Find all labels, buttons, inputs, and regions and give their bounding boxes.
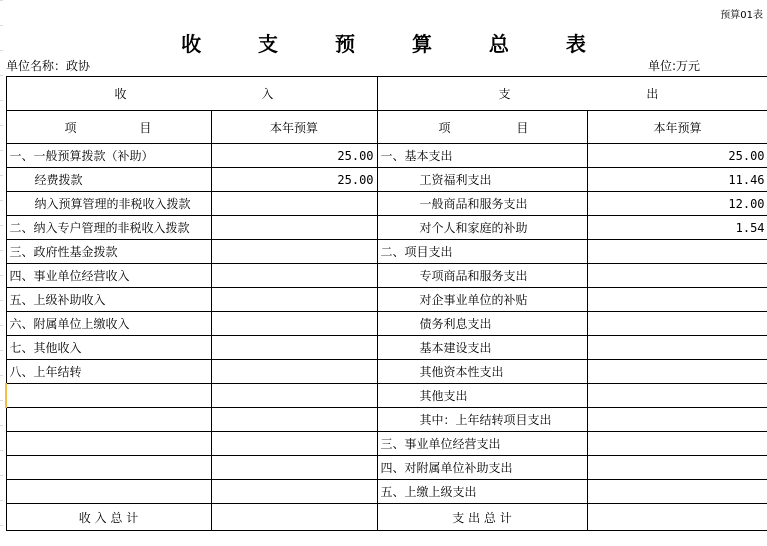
expense-item-cell[interactable]: 一般商品和服务支出 — [377, 192, 587, 216]
expense-value-cell[interactable]: 25.00 — [587, 144, 767, 168]
expense-item-cell[interactable]: 专项商品和服务支出 — [377, 264, 587, 288]
income-item-cell[interactable] — [6, 456, 211, 480]
income-group-left-char: 收 — [114, 87, 127, 101]
column-header-row — [6, 111, 767, 144]
expense-item-header[interactable] — [377, 111, 587, 144]
income-value-cell[interactable] — [211, 240, 377, 264]
income-item-cell[interactable]: 五、上级补助收入 — [6, 288, 211, 312]
income-value-cell[interactable] — [211, 480, 377, 504]
income-item-cell[interactable] — [6, 432, 211, 456]
table-row — [6, 144, 767, 168]
spreadsheet-gridline-edge — [0, 0, 3, 546]
expense-value-cell[interactable]: 1.54 — [587, 216, 767, 240]
income-item-cell[interactable] — [6, 384, 211, 408]
expense-value-cell[interactable] — [587, 384, 767, 408]
income-item-cell[interactable]: 经费拨款 — [6, 168, 211, 192]
income-value-cell[interactable] — [211, 336, 377, 360]
group-header-row — [6, 77, 767, 111]
expense-item-cell[interactable]: 四、对附属单位补助支出 — [377, 456, 587, 480]
expense-item-cell[interactable]: 其他支出 — [377, 384, 587, 408]
table-row — [6, 336, 767, 360]
expense-item-cell[interactable]: 一、基本支出 — [377, 144, 587, 168]
income-item-cell[interactable]: 七、其他收入 — [6, 336, 211, 360]
income-value-cell[interactable]: 25.00 — [211, 144, 377, 168]
income-value-cell[interactable] — [211, 456, 377, 480]
table-row — [6, 360, 767, 384]
income-group-right-char: 入 — [261, 87, 274, 101]
budget-summary-table — [5, 76, 767, 531]
income-value-cell[interactable] — [211, 288, 377, 312]
page-title: 收 支 预 算 总 表 — [181, 32, 611, 56]
table-row — [6, 240, 767, 264]
expense-value-cell[interactable] — [587, 288, 767, 312]
expense-item-cell[interactable]: 五、上缴上级支出 — [377, 480, 587, 504]
expense-item-cell[interactable]: 对企事业单位的补贴 — [377, 288, 587, 312]
expense-group-header[interactable] — [377, 77, 767, 111]
expense-value-cell[interactable] — [587, 312, 767, 336]
unit-name-label: 单位名称：政协 — [6, 59, 91, 73]
expense-item-cell[interactable]: 对个人和家庭的补助 — [377, 216, 587, 240]
table-row — [6, 456, 767, 480]
table-row — [6, 408, 767, 432]
income-value-cell[interactable] — [211, 360, 377, 384]
expense-value-cell[interactable] — [587, 432, 767, 456]
income-item-header[interactable] — [6, 111, 211, 144]
income-item-right-char: 目 — [139, 120, 152, 135]
income-total-value[interactable] — [211, 504, 377, 531]
expense-value-cell[interactable] — [587, 336, 767, 360]
expense-group-left-char: 支 — [498, 87, 511, 101]
expense-value-cell[interactable]: 11.46 — [587, 168, 767, 192]
income-item-cell[interactable] — [6, 408, 211, 432]
expense-group-right-char: 出 — [646, 87, 659, 101]
income-value-cell[interactable] — [211, 312, 377, 336]
expense-value-cell[interactable] — [587, 240, 767, 264]
total-row — [6, 504, 767, 531]
income-item-cell[interactable]: 一、一般预算拨款（补助） — [6, 144, 211, 168]
expense-item-right-char: 目 — [516, 120, 529, 135]
income-item-cell[interactable]: 六、附属单位上缴收入 — [6, 312, 211, 336]
income-item-cell[interactable]: 四、事业单位经营收入 — [6, 264, 211, 288]
table-row — [6, 192, 767, 216]
income-item-cell[interactable]: 三、政府性基金拨款 — [6, 240, 211, 264]
currency-unit-label: 单位:万元 — [648, 59, 701, 73]
income-item-cell[interactable]: 纳入预算管理的非税收入拨款 — [6, 192, 211, 216]
income-item-cell[interactable]: 二、纳入专户管理的非税收入拨款 — [6, 216, 211, 240]
expense-total-value[interactable] — [587, 504, 767, 531]
form-code: 预算01表 — [720, 10, 763, 21]
income-total-label[interactable]: 收 入 总 计 — [6, 504, 211, 531]
expense-item-left-char: 项 — [438, 120, 451, 135]
table-row — [6, 168, 767, 192]
expense-item-cell[interactable]: 三、事业单位经营支出 — [377, 432, 587, 456]
income-value-cell[interactable] — [211, 408, 377, 432]
table-row — [6, 480, 767, 504]
income-budget-header[interactable]: 本年预算 — [211, 111, 377, 144]
expense-value-cell[interactable] — [587, 408, 767, 432]
income-item-cell[interactable]: 八、上年结转 — [6, 360, 211, 384]
income-item-left-char: 项 — [64, 120, 77, 135]
expense-value-cell[interactable] — [587, 456, 767, 480]
income-value-cell[interactable] — [211, 192, 377, 216]
income-value-cell[interactable] — [211, 216, 377, 240]
table-row — [6, 384, 767, 408]
income-group-header[interactable] — [6, 77, 377, 111]
table-row — [6, 432, 767, 456]
expense-item-cell[interactable]: 其他资本性支出 — [377, 360, 587, 384]
table-row — [6, 288, 767, 312]
expense-item-cell[interactable]: 基本建设支出 — [377, 336, 587, 360]
expense-value-cell[interactable]: 12.00 — [587, 192, 767, 216]
income-value-cell[interactable] — [211, 384, 377, 408]
expense-value-cell[interactable] — [587, 360, 767, 384]
table-row — [6, 264, 767, 288]
expense-value-cell[interactable] — [587, 480, 767, 504]
expense-item-cell[interactable]: 其中：上年结转项目支出 — [377, 408, 587, 432]
expense-item-cell[interactable]: 二、项目支出 — [377, 240, 587, 264]
income-item-cell[interactable] — [6, 480, 211, 504]
table-row — [6, 312, 767, 336]
income-value-cell[interactable] — [211, 432, 377, 456]
income-value-cell[interactable]: 25.00 — [211, 168, 377, 192]
expense-value-cell[interactable] — [587, 264, 767, 288]
expense-budget-header[interactable]: 本年预算 — [587, 111, 767, 144]
table-row — [6, 216, 767, 240]
expense-item-cell[interactable]: 债务利息支出 — [377, 312, 587, 336]
expense-total-label[interactable]: 支 出 总 计 — [377, 504, 587, 531]
expense-item-cell[interactable]: 工资福利支出 — [377, 168, 587, 192]
income-value-cell[interactable] — [211, 264, 377, 288]
